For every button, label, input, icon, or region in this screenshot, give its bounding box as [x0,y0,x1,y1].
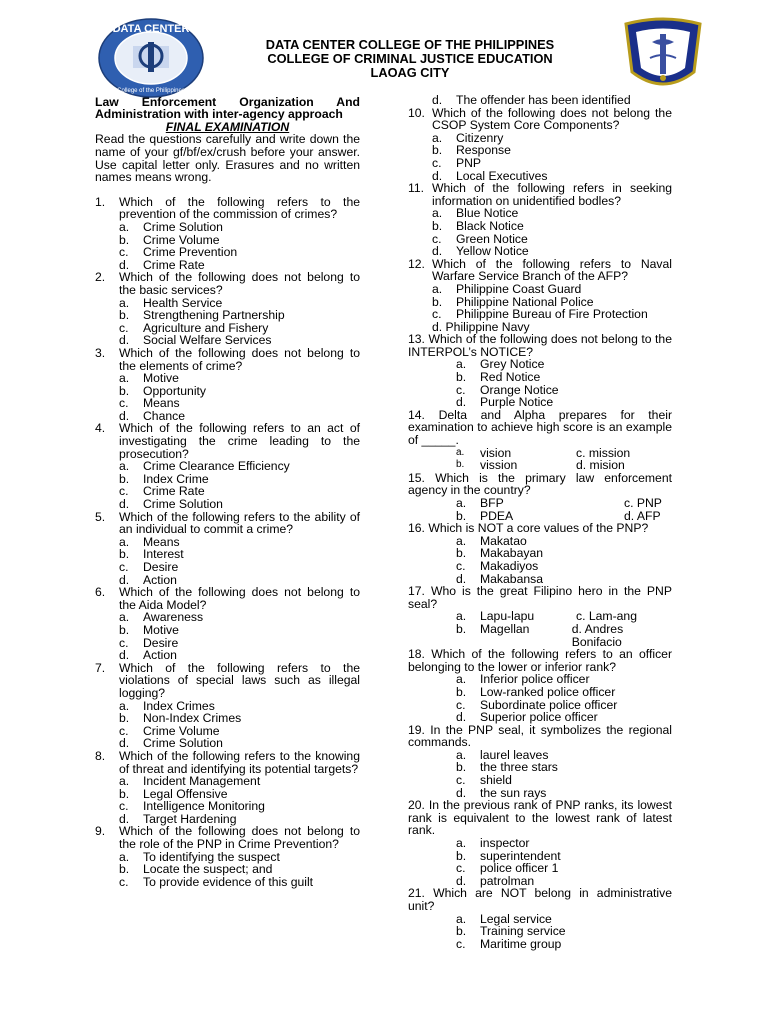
option-c: c. Maritime group [456,936,562,951]
question-text: Which of the following refers to the violations of special laws such as illegal logging? [119,660,360,700]
option-c: c. PNP [432,155,482,170]
option-d: d. Social Welfare Services [119,333,272,348]
option-d: d. Crime Solution [119,736,223,751]
option-d: d. Action [119,572,177,587]
option-c: c. To provide evidence of this guilt [119,874,314,889]
question-18 [408,648,672,724]
question-20 [408,799,672,887]
question-2 [95,271,360,347]
question-text: Which of the following refers to Naval Warfare Service Branch of the AFP? [432,256,672,284]
college-header [210,38,610,80]
option-c: c. Means [119,396,180,411]
question-21 [408,887,672,950]
option-d: d. Target Hardening [119,811,237,826]
question-text: 15. Which is the primary law enforcement agency in the country? [408,470,672,498]
option-a: a. Philippine Coast Guard [432,281,582,296]
option-row-2: b. Magellan d. Andres Bonifacio [456,621,624,649]
header-line-1: DATA CENTER COLLEGE OF THE PHILIPPINES [265,37,555,52]
question-text: 18. Which of the following refers to an officer belonging to the lower or inferior rank? [408,647,672,674]
question-14 [408,409,672,472]
option-d: d. Yellow Notice [432,244,529,259]
question-text: Which of the following refers to an act of investigating the crime leading to the prosecution? [119,421,360,461]
question-text: Which of the following does not belong to the Aida Model? [119,585,360,612]
left-column [95,94,360,888]
option-d: d. Action [119,648,177,663]
question-19 [408,724,672,800]
option-a: a. Blue Notice [432,206,519,221]
instructions: Read the questions carefully and write down the name of your gf/bf/ex/crush before your answer. Use capital letter only. Erasures and no written names means wrong. [95,132,360,185]
option-row-2: b. PDEA d. AFP [456,508,661,523]
option-b: b. Interest [119,547,184,562]
question-number: 10. [408,105,425,120]
option-a: a. laurel leaves [456,747,549,762]
option-b: b. Makabayan [456,546,544,561]
question-9 [95,825,360,888]
option-b: b. superintendent [456,848,561,863]
question-number: 6. [95,585,106,600]
option-d: d. Superior police officer [456,710,598,725]
option-b: b. Black Notice [432,218,524,233]
question-1 [95,196,360,272]
option-d: d. Crime Rate [119,257,205,272]
option-a: a. Awareness [119,610,204,625]
option-b: b. Crime Volume [119,232,220,247]
option-d: d. Purple Notice [456,395,554,410]
option-a: a. Motive [119,371,179,386]
option-c: c. Desire [119,560,179,574]
question-12 [408,258,672,334]
question-number: 1. [95,194,106,209]
option-b: b. Non-Index Crimes [119,711,242,726]
option-d: d. patrolman [456,873,535,888]
option-a: a. Index Crimes [119,698,215,713]
option-row-2: b. vission d. mision [456,458,625,473]
option-a: a. To identifying the suspect [119,849,280,864]
question-text: Which of the following refers to the ability of an individual to commit a crime? [119,509,360,537]
option-c: c. shield [456,773,512,788]
header-line-3: LAOAG CITY [370,65,450,80]
option-a: a. Crime Solution [119,219,223,234]
option-b: b. Legal Offensive [119,786,228,801]
question-text: 17. Who is the great Filipino hero in the PNP seal? [408,584,672,611]
option-a: a. Grey Notice [456,357,545,372]
question-text: Which of the following refers to the knowing of threat and identifying its potential targets? [119,748,360,776]
option-b: b. the three stars [456,760,558,775]
option-a: a. inspector [456,836,530,851]
question-6 [95,586,360,662]
option-c: c. Intelligence Monitoring [119,799,265,814]
option-b: b. Response [432,143,511,158]
data-center-logo [98,18,204,98]
question-number: 11. [408,181,425,196]
question-text: Which of the following does not belong the CSOP System Core Components? [432,105,672,133]
question-10 [408,107,672,183]
question-7 [95,662,360,750]
question-number: 8. [95,748,106,763]
option-d: d. Makabansa [456,571,544,586]
option-d: d. Crime Solution [119,497,223,512]
question-16 [408,522,672,585]
question-3 [95,347,360,423]
question-text: 14. Delta and Alpha prepares for their examination to achieve high score is an example of _____. [408,407,672,448]
option-c: c. Agriculture and Fishery [119,320,269,335]
option-c: c. Crime Volume [119,723,220,738]
question-4 [95,422,360,510]
question-text: Which of the following refers in seeking information on unidentified bodles? [432,181,672,208]
header-line-2: COLLEGE OF CRIMINAL JUSTICE EDUCATION [267,51,553,66]
question-8 [95,750,360,826]
option-c: c. Philippine Bureau of Fire Protection [432,307,648,322]
option-a: a. Means [119,534,180,549]
option-c: c. police officer 1 [456,861,559,876]
option-b: b. Locate the suspect; and [119,862,273,877]
option-b: b. Low-ranked police officer [456,684,616,699]
option-c: c. Orange Notice [456,382,559,397]
question-17 [408,585,672,648]
svg-text:DATA CENTER: DATA CENTER [112,23,190,35]
svg-text:College of the Philippines: College of the Philippines [117,88,185,94]
option-b: b. Training service [456,924,566,939]
question-number: 9. [95,824,106,839]
question-text: 13. Which of the following does not belong to the INTERPOL’s NOTICE? [408,332,672,359]
option-c: c. Subordinate police officer [456,697,618,712]
option-a: a. Health Service [119,295,223,310]
option-d: d. The offender has been identified [432,93,631,107]
option-c: c. Crime Rate [119,484,205,499]
question-text: Which of the following does not belong to the role of the PNP in Crime Prevention? [119,824,360,852]
question-5 [95,511,360,587]
question-number: 5. [95,509,106,524]
question-text: Which of the following does not belong to the basic services? [119,270,360,297]
option-row-1: a. BFP c. PNP [456,496,662,510]
question-number: 3. [95,345,106,360]
question-number: 2. [95,270,106,285]
question-11 [408,182,672,258]
option-c: c. Desire [119,635,179,650]
question-text: 19. In the PNP seal, it symbolizes the regional commands. [408,722,672,750]
question-number: 4. [95,421,106,436]
option-b: b. Red Notice [456,370,541,385]
option-b: b. Opportunity [119,383,207,398]
option-c: c. Green Notice [432,231,528,246]
option-a: a. Legal service [456,911,552,926]
criminal-justice-seal [622,16,704,94]
option-row-1: a. Lapu-lapu c. Lam-ang [456,609,637,624]
option-b: b. Strengthening Partnership [119,308,285,323]
option-d: d. Chance [119,408,186,423]
question-13 [408,333,672,409]
option-d: d. Local Executives [432,168,548,183]
option-a: a. Incident Management [119,774,261,789]
option-b: b. Index Crime [119,471,209,486]
question-number: 12. [408,256,425,271]
option-d: d. Philippine Navy [432,319,530,334]
option-b: b. Motive [119,622,179,637]
question-number: 7. [95,660,106,675]
option-a: a. Citizenry [432,130,504,145]
question-text: Which of the following does not belong to the elements of crime? [119,345,360,373]
option-a: a. Makatao [456,533,527,548]
question-text: 21. Which are NOT belong in administrative unit? [408,886,672,913]
exam-title: FINAL EXAMINATION [165,119,290,134]
option-a: a. Crime Clearance Efficiency [119,459,290,474]
option-b: b. Philippine National Police [432,294,594,309]
subject-title: Law Enforcement Organization And Administration with inter-agency approach [95,95,360,122]
question-15 [408,472,672,522]
option-row-1: a. vision c. mission [456,445,631,460]
question-text: Which of the following refers to the prevention of the commission of crimes? [119,194,360,222]
option-d: d. the sun rays [456,785,547,800]
option-c: c. Crime Prevention [119,245,238,260]
option-c: c. Makadiyos [456,558,539,573]
option-a: a. Inferior police officer [456,672,590,687]
question-text: 16. Which is NOT a core values of the PNP? [408,521,649,536]
right-column [408,94,672,950]
question-text: 20. In the previous rank of PNP ranks, its lowest rank is equivalent to the lowest rank of latest rank. [408,798,672,838]
